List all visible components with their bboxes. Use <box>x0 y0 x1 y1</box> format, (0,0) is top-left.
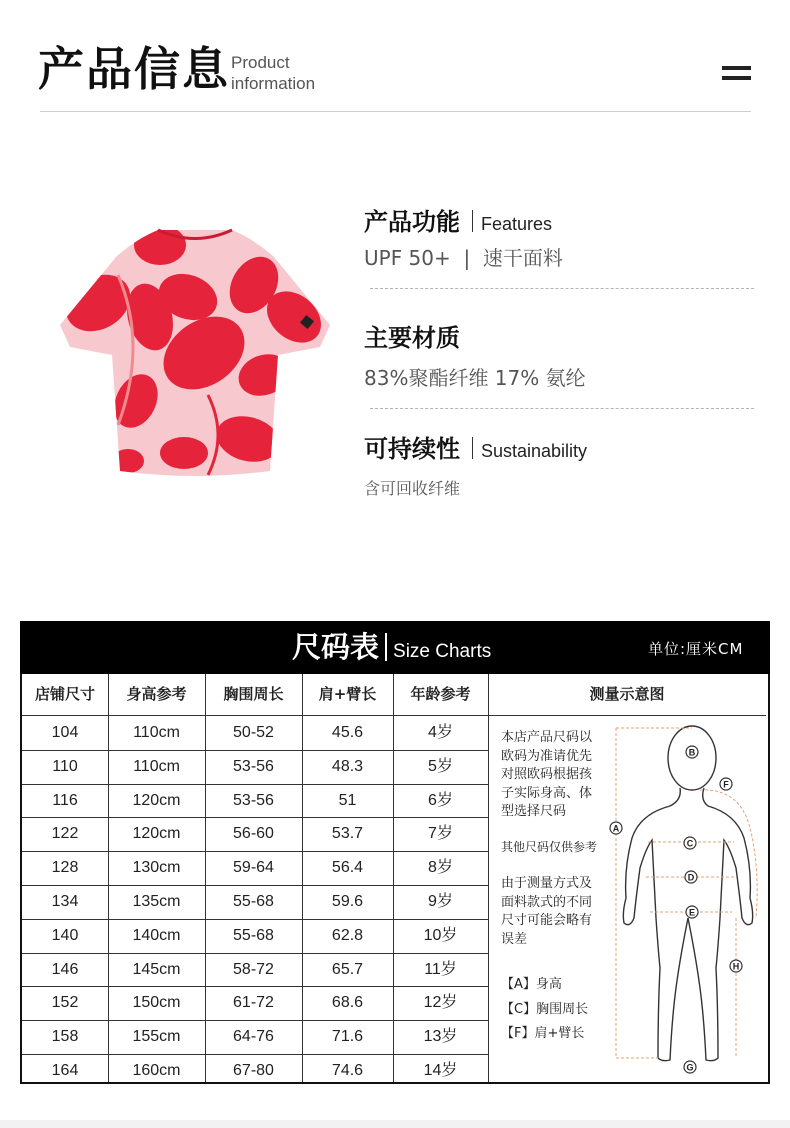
figure-label-text: A <box>612 823 620 834</box>
table-cell: 8岁 <box>428 859 453 876</box>
table-cell: 134 <box>51 893 79 910</box>
note-text: 欧码为准请优先 <box>501 748 593 764</box>
material-heading: 主要材质 <box>364 324 460 352</box>
table-cell: 59.6 <box>331 893 364 910</box>
legend-item: 【C】胸围周长 <box>501 1001 589 1017</box>
table-cell: 110 <box>52 758 78 775</box>
note-text: 本店产品尺码以 <box>501 730 593 745</box>
table-cell: 55-68 <box>233 927 274 944</box>
features-heading: 产品功能 Features <box>364 208 553 236</box>
table-cell: 164 <box>51 1062 79 1079</box>
table-cell: 120cm <box>132 825 181 842</box>
table-cell: 158 <box>51 1028 79 1045</box>
product-shirt-image <box>58 225 332 480</box>
divider <box>370 288 754 289</box>
table-cell: 11岁 <box>424 961 457 978</box>
figure-label-text: F <box>723 779 729 790</box>
table-cell: 64-76 <box>233 1028 274 1045</box>
table-cell: 55-68 <box>233 893 274 910</box>
table-cell: 152 <box>51 994 79 1011</box>
table-cell: 110cm <box>133 758 180 775</box>
size-chart-unit: 单位:厘米CM <box>648 640 744 658</box>
note-text: 误差 <box>501 931 528 947</box>
table-cell: 62.8 <box>331 927 364 944</box>
table-cell: 104 <box>51 724 79 741</box>
table-cell: 150cm <box>132 994 181 1011</box>
note-text: 型选择尺码 <box>501 804 567 819</box>
column-header: 胸围周长 <box>223 685 284 703</box>
table-cell: 116 <box>52 792 78 809</box>
table-cell: 74.6 <box>331 1062 364 1079</box>
table-cell: 51 <box>338 792 357 809</box>
table-cell: 10岁 <box>423 927 458 944</box>
size-chart-title: 尺码表 Size Charts <box>292 630 492 664</box>
table-col-divider <box>488 674 489 1082</box>
table-cell: 146 <box>51 961 79 978</box>
legend-item: 【F】肩+臂长 <box>501 1026 585 1041</box>
table-cell: 160cm <box>132 1062 181 1079</box>
material-value: 83%聚酯纤维 17% 氨纶 <box>364 366 586 390</box>
sustainability-value: 含可回收纤维 <box>364 479 461 498</box>
table-cell: 140cm <box>132 927 181 944</box>
table-cell: 5岁 <box>428 758 453 775</box>
table-cell: 71.6 <box>331 1028 364 1045</box>
table-cell: 50-52 <box>233 724 274 741</box>
note-text: 对照欧码根据孩 <box>501 767 593 782</box>
table-cell: 48.3 <box>331 758 364 775</box>
page-title: 产品信息 <box>38 42 230 96</box>
column-header: 测量示意图 <box>589 685 665 703</box>
table-cell: 9岁 <box>428 893 453 910</box>
sustainability-heading: 可持续性 Sustainability <box>364 435 588 463</box>
note-text: 由于测量方式及 <box>501 876 593 891</box>
table-cell: 4岁 <box>428 724 453 741</box>
table-cell: 13岁 <box>423 1028 458 1045</box>
features-value: UPF 50+ | 速干面料 <box>364 246 563 270</box>
table-cell: 14岁 <box>423 1062 458 1079</box>
table-cell: 53-56 <box>233 758 274 775</box>
table-cell: 110cm <box>133 724 180 741</box>
figure-label-text: E <box>688 907 696 918</box>
figure-label-text: B <box>688 747 696 758</box>
figure-label-text: H <box>732 961 740 972</box>
footer-band <box>0 1120 790 1128</box>
table-cell: 56-60 <box>233 825 274 842</box>
table-cell: 145cm <box>132 961 181 978</box>
table-cell: 56.4 <box>331 859 364 876</box>
table-cell: 45.6 <box>331 724 364 741</box>
table-cell: 122 <box>51 825 79 842</box>
table-cell: 155cm <box>132 1028 181 1045</box>
page-subtitle: Product information <box>231 53 316 93</box>
table-cell: 53.7 <box>331 825 364 842</box>
legend-item: 【A】身高 <box>501 977 562 992</box>
table-cell: 59-64 <box>233 859 274 876</box>
note-text: 其他尺码仅供参考 <box>501 840 598 854</box>
table-cell: 6岁 <box>428 792 453 809</box>
table-cell: 53-56 <box>233 792 274 809</box>
menu-icon[interactable] <box>722 66 751 82</box>
table-cell: 68.6 <box>331 994 364 1011</box>
column-header: 身高参考 <box>126 685 187 703</box>
body-measurement-figure <box>600 718 766 1080</box>
table-cell: 128 <box>51 859 79 876</box>
table-cell: 130cm <box>132 859 181 876</box>
table-cell: 140 <box>51 927 79 944</box>
table-cell: 65.7 <box>331 961 364 978</box>
figure-label-text: D <box>687 872 695 883</box>
table-cell: 135cm <box>132 893 181 910</box>
divider <box>370 408 754 409</box>
column-header: 年龄参考 <box>410 685 471 703</box>
figure-label-text: G <box>686 1062 694 1073</box>
table-cell: 120cm <box>132 792 181 809</box>
header-divider <box>40 111 751 112</box>
table-cell: 7岁 <box>428 825 453 842</box>
figure-label-text: C <box>686 838 694 849</box>
column-header: 肩+臂长 <box>318 685 377 703</box>
note-text: 子实际身高、体 <box>501 785 593 801</box>
note-text: 面料款式的不同 <box>501 894 593 910</box>
column-header: 店铺尺寸 <box>34 685 95 703</box>
table-cell: 67-80 <box>233 1062 274 1079</box>
table-cell: 58-72 <box>233 961 274 978</box>
note-text: 尺寸可能会略有 <box>501 913 593 928</box>
table-cell: 12岁 <box>423 994 458 1011</box>
table-cell: 61-72 <box>233 994 274 1011</box>
